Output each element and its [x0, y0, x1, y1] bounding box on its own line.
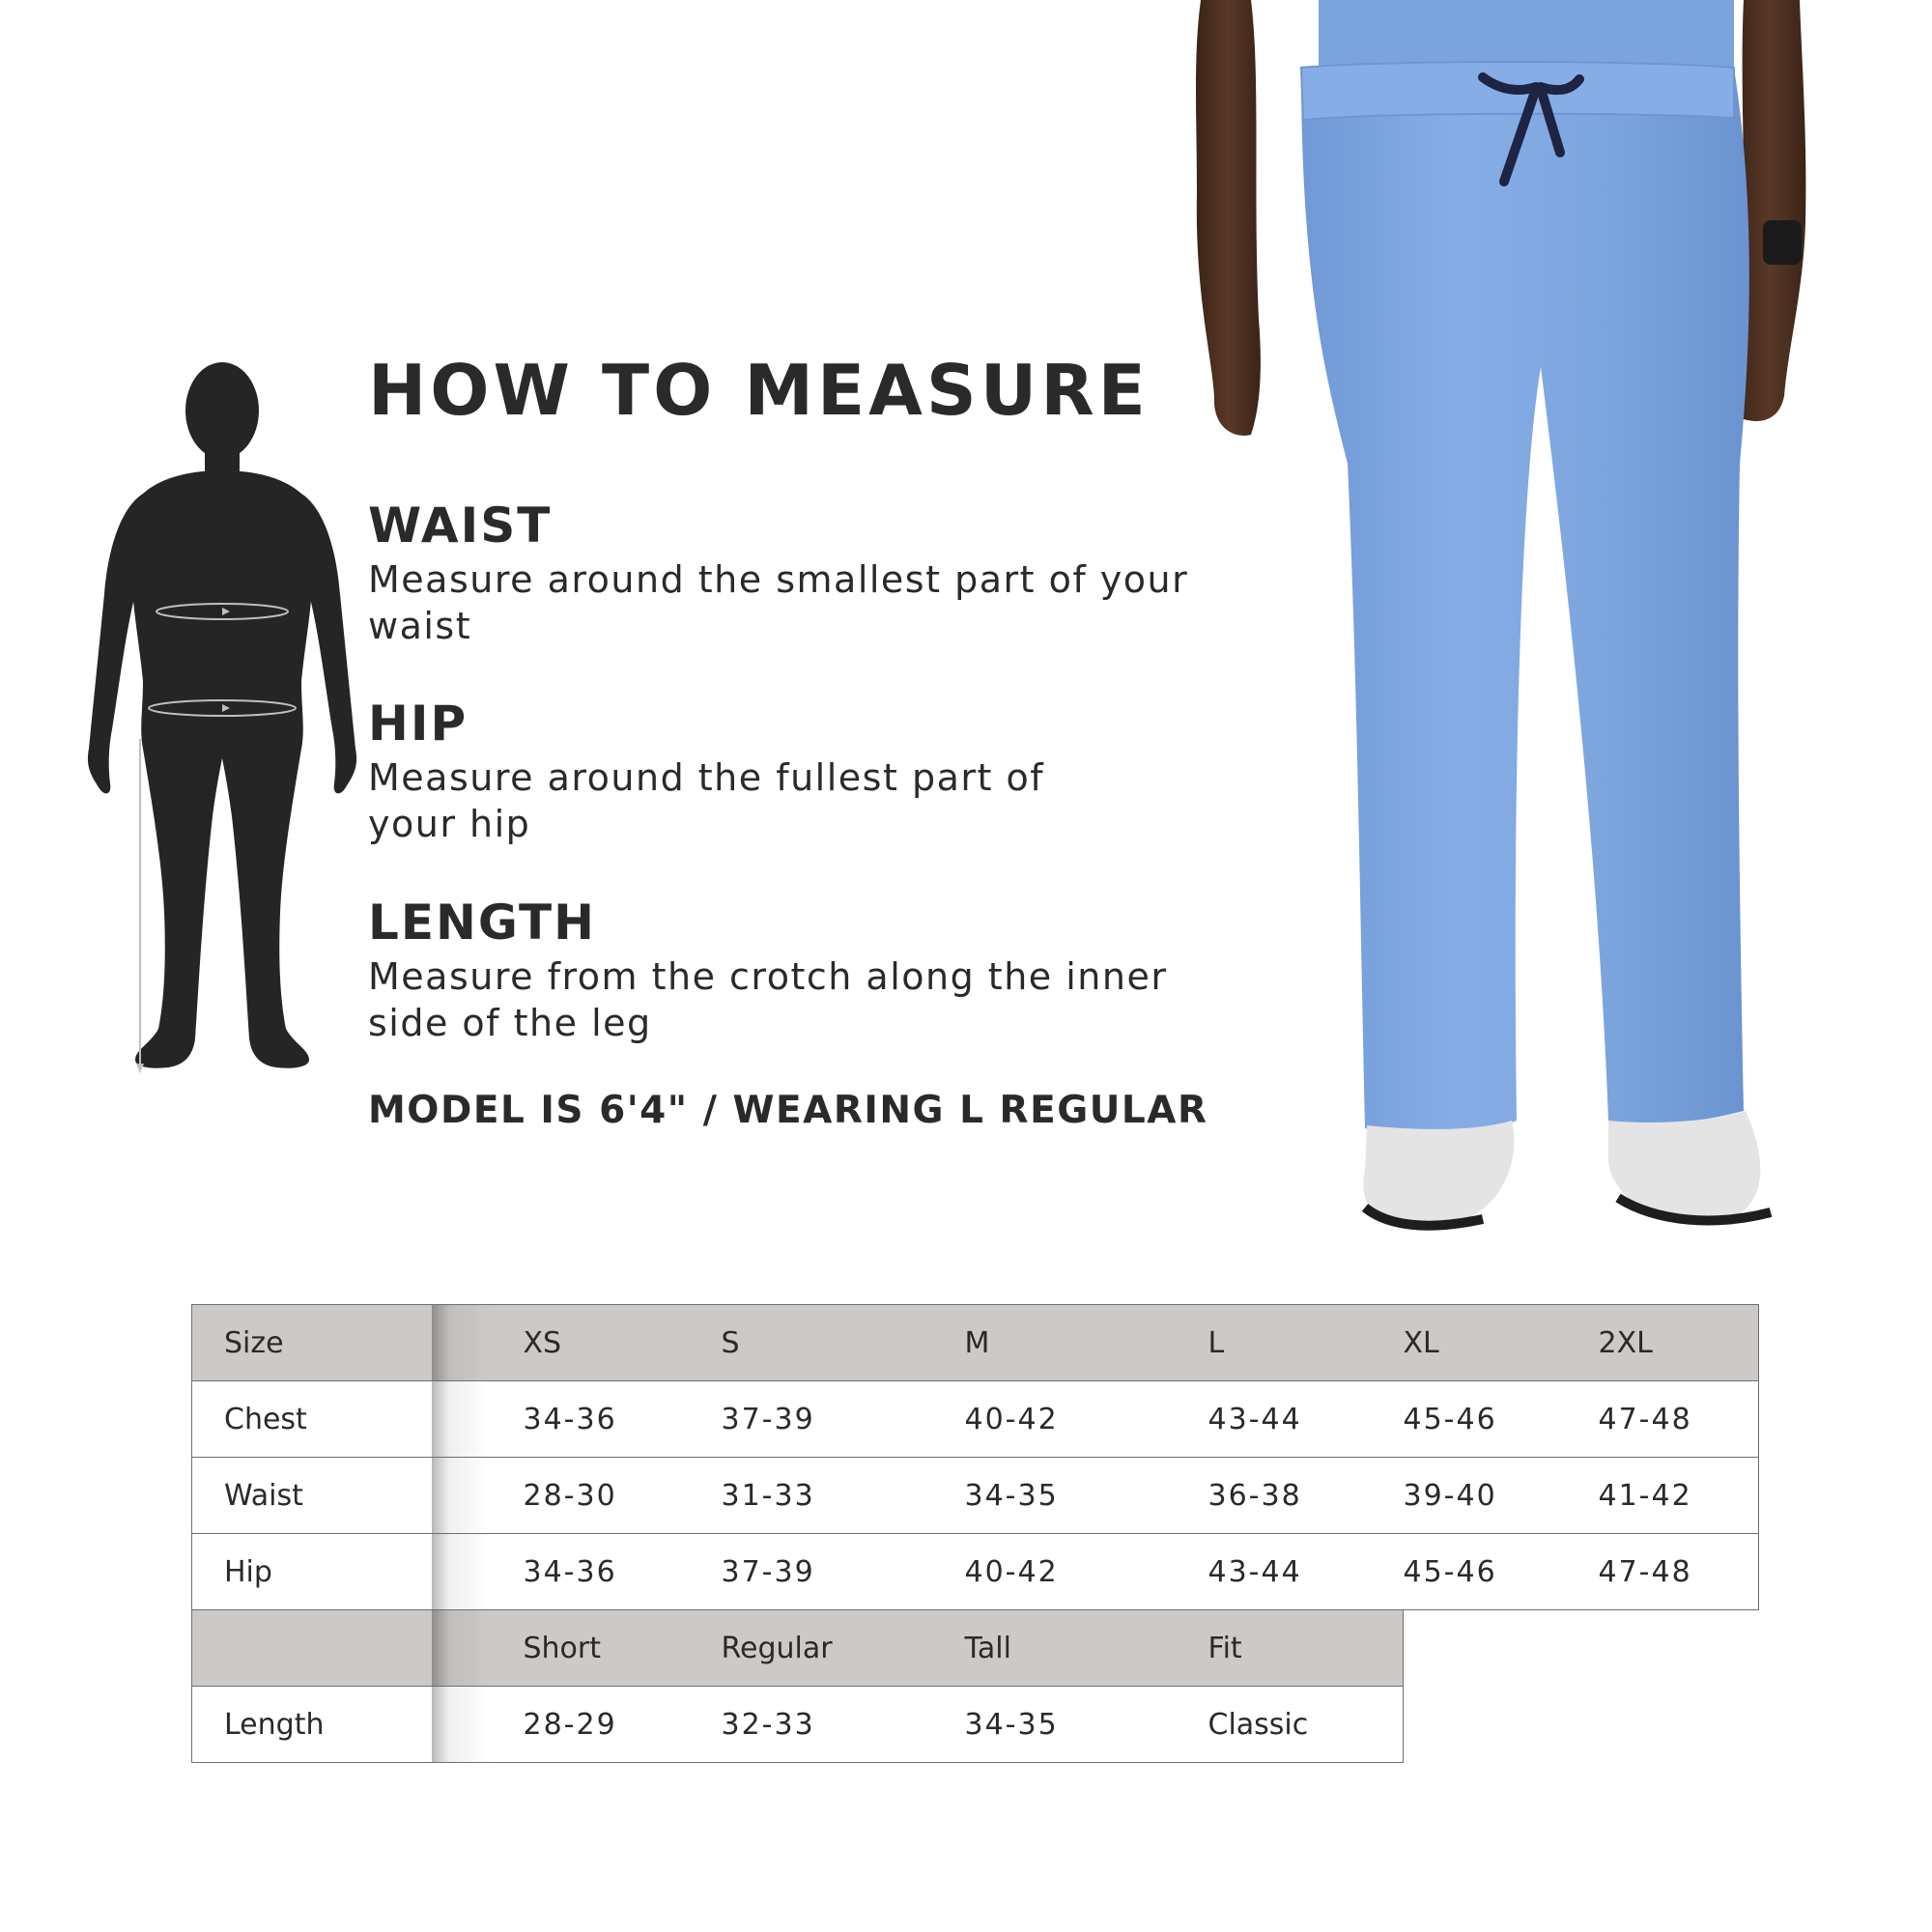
empty-cell — [1404, 1687, 1599, 1763]
header-cell: S — [722, 1305, 965, 1381]
model-note: MODEL IS 6'4" / WEARING L REGULAR — [368, 1089, 1208, 1132]
table-cell: 45-46 — [1404, 1381, 1599, 1458]
header-cell: Fit — [1208, 1610, 1404, 1687]
table-cell: 34-36 — [432, 1381, 722, 1458]
empty-cell — [1404, 1610, 1599, 1687]
table-cell: 37-39 — [722, 1381, 965, 1458]
table-cell: 32-33 — [722, 1687, 965, 1763]
header-cell: 2XL — [1599, 1305, 1759, 1381]
header-cell: Tall — [965, 1610, 1208, 1687]
body-silhouette-icon — [87, 362, 367, 1077]
table-row — [192, 1381, 1759, 1458]
length-description: Measure from the crotch along the inner side of the leg — [368, 955, 1168, 1044]
header-cell: Regular — [722, 1610, 965, 1687]
table-cell: 47-48 — [1599, 1381, 1759, 1458]
table-cell: 40-42 — [965, 1381, 1208, 1458]
table-cell: 28-30 — [432, 1458, 722, 1534]
table-cell: 41-42 — [1599, 1458, 1759, 1534]
empty-cell — [1599, 1687, 1759, 1763]
row-label: Chest — [192, 1381, 432, 1458]
size-chart-table — [191, 1304, 1759, 1763]
table-cell: 47-48 — [1599, 1534, 1759, 1610]
table-row — [192, 1534, 1759, 1610]
header-cell: L — [1208, 1305, 1404, 1381]
size-header-row — [192, 1305, 1759, 1381]
hip-heading: HIP — [368, 696, 469, 752]
table-cell: 36-38 — [1208, 1458, 1404, 1534]
row-label: Length — [192, 1687, 432, 1763]
length-header-row — [192, 1610, 1759, 1687]
header-cell: Size — [192, 1305, 432, 1381]
table-cell: 28-29 — [432, 1687, 722, 1763]
hip-section — [368, 696, 1237, 847]
header-cell: XL — [1404, 1305, 1599, 1381]
row-label: Waist — [192, 1458, 432, 1534]
table-cell: 40-42 — [965, 1534, 1208, 1610]
length-heading: LENGTH — [368, 895, 596, 951]
empty-cell — [1599, 1610, 1759, 1687]
length-section — [368, 895, 1237, 1046]
table-cell: 45-46 — [1404, 1534, 1599, 1610]
page-title: HOW TO MEASURE — [368, 350, 1150, 431]
table-cell: 34-35 — [965, 1458, 1208, 1534]
table-cell: 31-33 — [722, 1458, 965, 1534]
table-cell: 39-40 — [1404, 1458, 1599, 1534]
hip-description: Measure around the fullest part of your hip — [368, 756, 1045, 845]
table-cell: 43-44 — [1208, 1381, 1404, 1458]
table-cell: 34-35 — [965, 1687, 1208, 1763]
header-cell — [192, 1610, 432, 1687]
waist-section — [368, 498, 1237, 649]
table-cell: 37-39 — [722, 1534, 965, 1610]
waist-description: Measure around the smallest part of your waist — [368, 558, 1189, 647]
row-label: Hip — [192, 1534, 432, 1610]
model-photo — [1193, 0, 1811, 1256]
table-cell: 34-36 — [432, 1534, 722, 1610]
waist-heading: WAIST — [368, 497, 553, 554]
table-row — [192, 1458, 1759, 1534]
table-cell: 43-44 — [1208, 1534, 1404, 1610]
header-cell: M — [965, 1305, 1208, 1381]
table-row — [192, 1687, 1759, 1763]
header-cell: Short — [432, 1610, 722, 1687]
table-cell: Classic — [1208, 1687, 1404, 1763]
header-cell: XS — [432, 1305, 722, 1381]
